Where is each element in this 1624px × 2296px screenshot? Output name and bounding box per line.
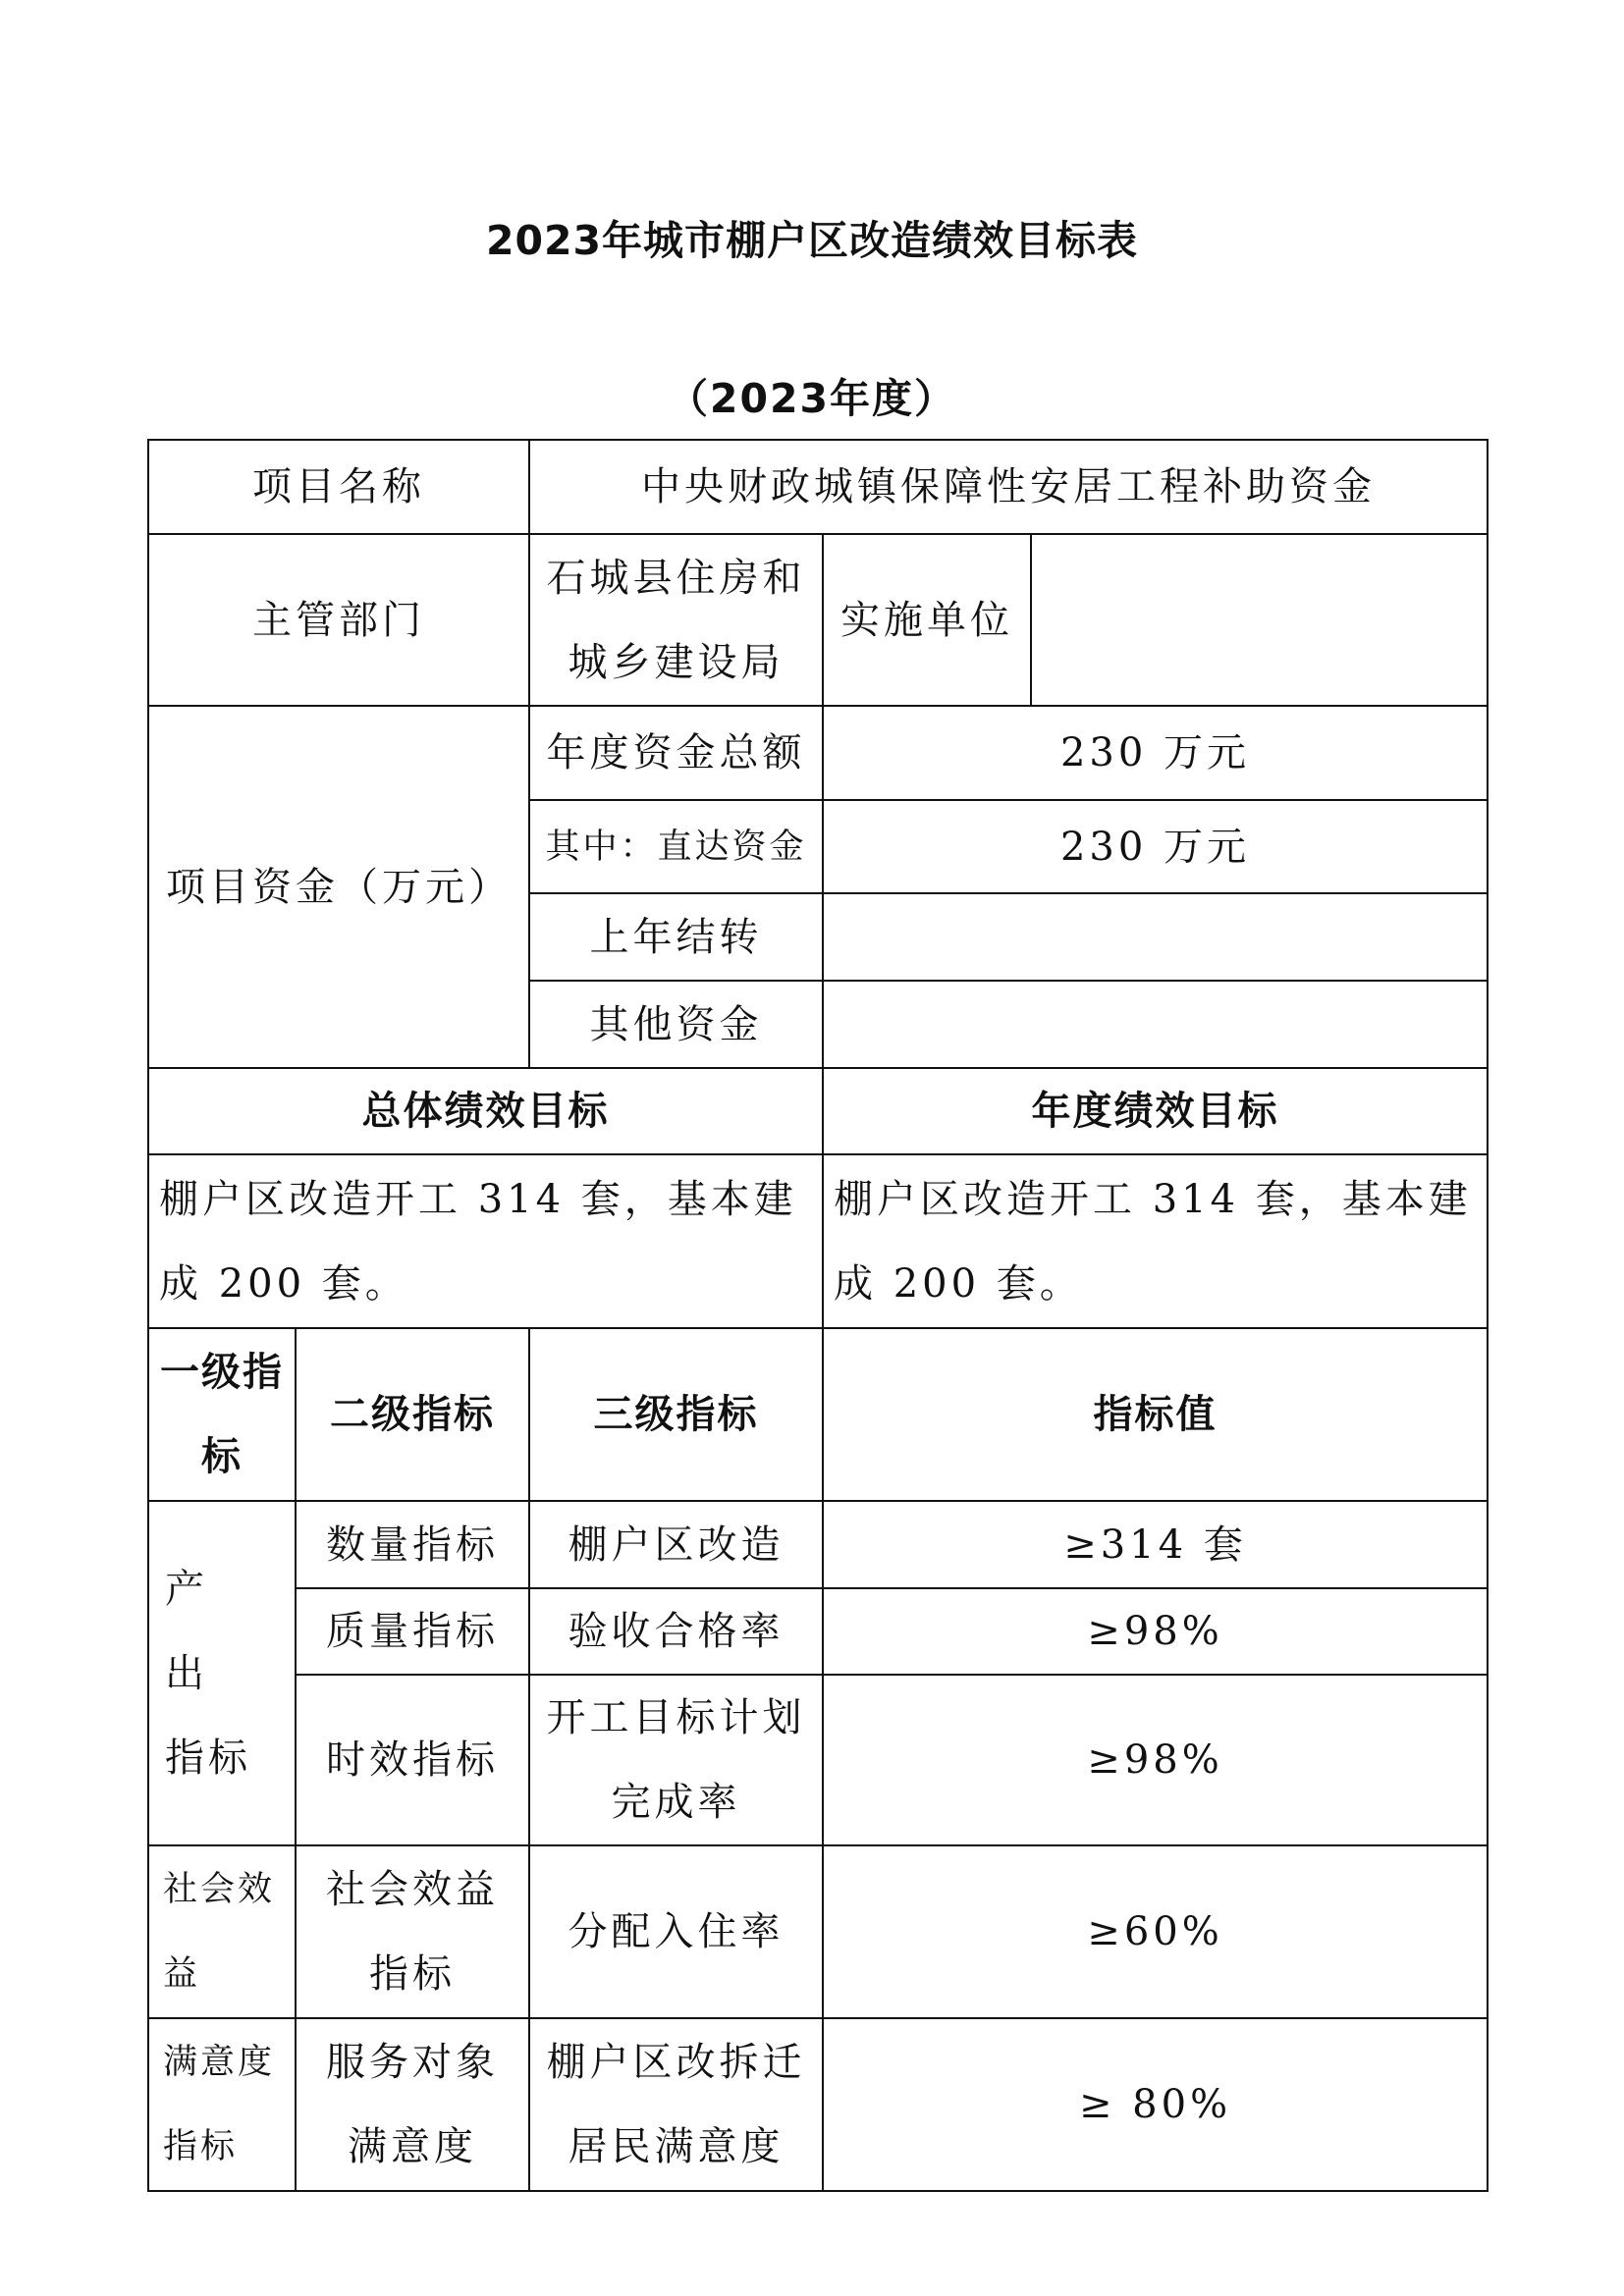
funds-label: 项目资金（万元） — [148, 706, 529, 1068]
impl-unit-label: 实施单位 — [823, 534, 1031, 706]
row-goals-text — [148, 1154, 1488, 1328]
carryover-label: 上年结转 — [529, 893, 823, 981]
timeliness-indicator-label: 时效指标 — [296, 1675, 529, 1845]
satisfaction-indicator-item: 棚户区改拆迁居民满意度 — [529, 2018, 823, 2191]
project-name-value: 中央财政城镇保障性安居工程补助资金 — [529, 440, 1488, 534]
social-indicator-item: 分配入住率 — [529, 1845, 823, 2018]
performance-goal-table — [147, 439, 1489, 2192]
annual-goal-text: 棚户区改造开工 314 套，基本建成 200 套。 — [823, 1154, 1488, 1328]
table-row — [148, 1675, 1488, 1845]
overall-goal-header: 总体绩效目标 — [148, 1068, 823, 1154]
level2-header: 二级指标 — [296, 1328, 529, 1501]
annual-goal-header: 年度绩效目标 — [823, 1068, 1488, 1154]
annual-total-value: 230 万元 — [823, 706, 1488, 800]
output-group-label — [148, 1501, 296, 1845]
table-row — [148, 1588, 1488, 1675]
value-header: 指标值 — [823, 1328, 1488, 1501]
table-row — [148, 2018, 1488, 2191]
direct-funds-label: 其中：直达资金 — [529, 800, 823, 893]
table-row — [148, 1501, 1488, 1588]
row-funds-total — [148, 706, 1488, 800]
row-indicator-headers — [148, 1328, 1488, 1501]
table-row — [148, 1845, 1488, 2018]
row-project-name — [148, 440, 1488, 534]
output-group-label-top: 产 出 — [165, 1566, 251, 1696]
timeliness-indicator-item: 开工目标计划完成率 — [529, 1675, 823, 1845]
social-indicator-value: ≥60% — [823, 1845, 1488, 2018]
quantity-indicator-item: 棚户区改造 — [529, 1501, 823, 1588]
satisfaction-indicator-value: ≥ 80% — [823, 2018, 1488, 2191]
quantity-indicator-value: ≥314 套 — [823, 1501, 1488, 1588]
quality-indicator-label: 质量指标 — [296, 1588, 529, 1675]
output-group-label-bottom: 指标 — [165, 1735, 251, 1781]
level1-header: 一级指标 — [148, 1328, 296, 1501]
document-year-label: （2023年度） — [667, 375, 957, 422]
other-funds-label: 其他资金 — [529, 981, 823, 1068]
project-name-label: 项目名称 — [148, 440, 529, 534]
social-indicator-label: 社会效益指标 — [296, 1845, 529, 2018]
document-title: 2023年城市棚户区改造绩效目标表 — [485, 217, 1139, 264]
social-group-label: 社会效益 — [148, 1845, 296, 2018]
quality-indicator-value: ≥98% — [823, 1588, 1488, 1675]
level3-header: 三级指标 — [529, 1328, 823, 1501]
annual-total-label: 年度资金总额 — [529, 706, 823, 800]
other-funds-value — [823, 981, 1488, 1068]
direct-funds-value: 230 万元 — [823, 800, 1488, 893]
dept-label: 主管部门 — [148, 534, 529, 706]
satisfaction-group-label: 满意度指标 — [148, 2018, 296, 2191]
overall-goal-text: 棚户区改造开工 314 套，基本建成 200 套。 — [148, 1154, 823, 1328]
row-department — [148, 534, 1488, 706]
row-goals-header — [148, 1068, 1488, 1154]
satisfaction-indicator-label: 服务对象满意度 — [296, 2018, 529, 2191]
impl-unit-value — [1031, 534, 1488, 706]
dept-value: 石城县住房和城乡建设局 — [529, 534, 823, 706]
quality-indicator-item: 验收合格率 — [529, 1588, 823, 1675]
quantity-indicator-label: 数量指标 — [296, 1501, 529, 1588]
timeliness-indicator-value: ≥98% — [823, 1675, 1488, 1845]
carryover-value — [823, 893, 1488, 981]
